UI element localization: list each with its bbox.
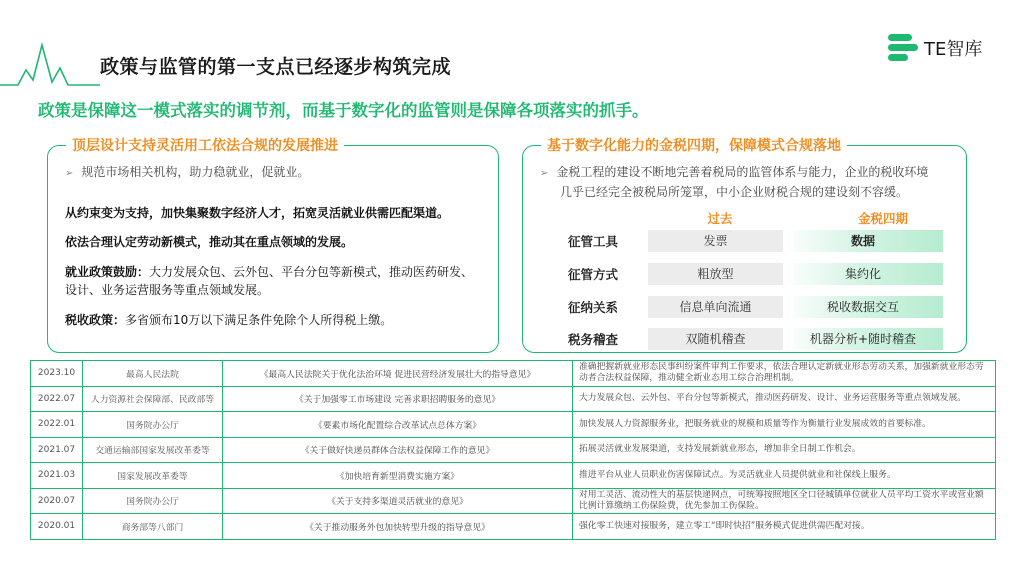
policy-date: 2021.03 — [31, 463, 83, 489]
policy-content: 拓展灵活就业发展渠道，支持发展新就业形态，增加非全日制工作机会。 — [573, 437, 996, 463]
policy-issuer: 最高人民法院 — [83, 361, 223, 387]
policy-issuer: 国务院办公厅 — [83, 412, 223, 438]
column-head-golden-tax-iv: 金税四期 — [857, 211, 908, 226]
golden-tax-panel — [522, 138, 967, 353]
heartbeat-line-decoration — [0, 40, 100, 90]
policy-issuer: 商务部等八部门 — [83, 514, 223, 540]
policy-content: 强化零工快速对接服务，建立零工“即时快招”服务模式促进供需匹配对接。 — [573, 514, 996, 540]
policy-issuer: 国家发展改革委等 — [83, 463, 223, 489]
policy-title: 《关于支持多渠道灵活就业的意见》 — [223, 488, 573, 514]
comparison-row: 征管方式 粗放型 集约化 — [553, 263, 943, 285]
policy-date: 2020.07 — [31, 488, 83, 514]
table-row — [31, 488, 996, 514]
table-row — [31, 463, 996, 489]
brand-logo — [888, 34, 982, 62]
policy-date: 2021.07 — [31, 437, 83, 463]
policy-content: 大力发展众包、云外包、平台分包等新模式，推动医药研发、设计、业务运营服务等重点领域发展。 — [573, 386, 996, 412]
policy-title: 《关于推动服务外包加快转型升级的指导意见》 — [223, 514, 573, 540]
panel-heading: 顶层设计支持灵活用工依法合规的发展推进 — [66, 135, 344, 155]
policy-statement: 从约束变为支持，加快集聚数字经济人才，拓宽灵活就业供需匹配渠道。 — [65, 206, 450, 220]
policy-content: 加快发展人力资源服务业，把服务就业的规模和质量等作为衡量行业发展成效的首要标准。 — [573, 412, 996, 438]
bullet-item: ➢ 金税工程的建设不断地完善着税局的监管体系与能力，企业的税收环境 — [540, 165, 929, 179]
table-row — [31, 386, 996, 412]
policy-title: 《要素市场化配置综合改革试点总体方案》 — [223, 412, 573, 438]
comparison-row: 征纳关系 信息单向流通 税收数据交互 — [553, 296, 943, 318]
policy-issuer: 国务院办公厅 — [83, 488, 223, 514]
policy-statement: 依法合理认定劳动新模式，推动其在重点领域的发展。 — [65, 235, 354, 249]
policy-content: 对用工灵活、流动性大的基层快递网点，可统筹按照地区全口径城镇单位就业人员平均工资水平或营业额比例计算缴纳工伤保险费，优先参加工伤保险。 — [573, 488, 996, 514]
employment-policy-text: 就业政策鼓励：大力发展众包、云外包、平台分包等新模式，推动医药研发、设计、业务运营服务等重点领域发展。 — [65, 265, 474, 297]
policy-title: 《最高人民法院关于优化法治环境 促进民营经济发展壮大的指导意见》 — [223, 361, 573, 387]
bullet-item: ➢ 规范市场相关机构，助力稳就业，促就业。 — [65, 165, 310, 179]
policy-date: 2022.01 — [31, 412, 83, 438]
policy-title: 《关于加强零工市场建设 完善求职招聘服务的意见》 — [223, 386, 573, 412]
table-row — [31, 514, 996, 540]
tax-policy-text: 税收政策：多省颁布10万以下满足条件免除个人所得税上缴。 — [65, 313, 393, 327]
arrow-right-icon: ➢ — [540, 168, 549, 179]
logo-text: TE智库 — [924, 39, 983, 60]
policy-issuer: 人力资源社会保障部、民政部等 — [83, 386, 223, 412]
page-title: 政策与监管的第一支点已经逐步构筑完成 — [100, 56, 452, 78]
panel-heading: 基于数字化能力的金税四期，保障模式合规落地 — [541, 135, 847, 155]
policy-content: 推进平台从业人员职业伤害保障试点。为灵活就业人员提供就业和社保线上服务。 — [573, 463, 996, 489]
bullet-continuation: 几乎已经完全被税局所笼罩，中小企业财税合规的建设刻不容缓。 — [560, 185, 909, 199]
policy-date: 2022.07 — [31, 386, 83, 412]
comparison-row: 税务稽查 双随机稽查 机器分析+随时稽查 — [553, 328, 943, 350]
policy-date: 2023.10 — [31, 361, 83, 387]
policy-issuer: 交通运输部国家发展改革委等 — [83, 437, 223, 463]
policy-content: 准确把握新就业形态民事纠纷案件审判工作要求，依法合理认定新就业形态劳动关系，加强新就业形态劳动者合法权益保障，推动健全新业态用工综合治理机制。 — [573, 361, 996, 387]
column-head-past: 过去 — [707, 211, 733, 226]
table-row — [31, 412, 996, 438]
top-level-design-panel — [47, 138, 499, 353]
policy-title: 《加快培育新型消费实施方案》 — [223, 463, 573, 489]
logo-icon — [888, 34, 918, 62]
table-row — [31, 437, 996, 463]
policy-title: 《关于做好快递员群体合法权益保障工作的意见》 — [223, 437, 573, 463]
table-row — [31, 361, 996, 387]
subtitle: 政策是保障这一模式落实的调节剂，而基于数字化的监管则是保障各项落实的抓手。 — [38, 101, 649, 120]
policy-timeline-table — [30, 360, 996, 540]
comparison-row: 征管工具 发票 数据 — [553, 230, 943, 252]
policy-date: 2020.01 — [31, 514, 83, 540]
arrow-right-icon: ➢ — [65, 168, 74, 179]
